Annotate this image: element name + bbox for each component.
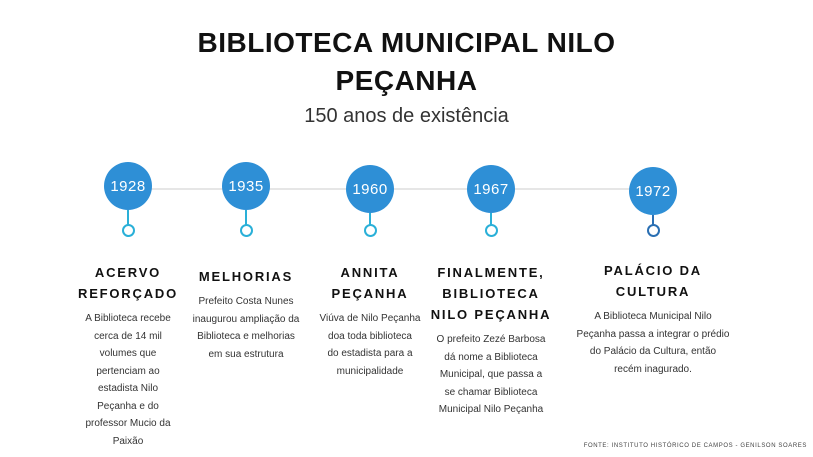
- event-1928: [66, 262, 190, 450]
- timeline-stem: [245, 210, 247, 225]
- event-1960: [308, 262, 432, 380]
- year-circle-1928: [104, 162, 152, 210]
- source-credit: FONTE: INSTITUTO HISTÓRICO DE CAMPOS - GENILSON SOARES: [583, 443, 807, 449]
- event-1967: [421, 262, 561, 419]
- event-description: A Biblioteca Municipal Nilo Peçanha passa a integrar o prédio do Palácio da Cultura, então recém inagurado.: [576, 311, 730, 375]
- event-title: FINALMENTE, BIBLIOTECA NILO PEÇANHA: [430, 265, 552, 322]
- year-label: 1960: [352, 180, 388, 198]
- year-circle-1967: [467, 165, 515, 213]
- event-1935: [176, 266, 316, 363]
- event-title: ACERVO REFORÇADO: [78, 265, 178, 301]
- event-description: A Biblioteca recebe cerca de 14 mil volumes que pertenciam ao estadista Nilo Peçanha e do professor Mucio da Paixão: [85, 313, 171, 447]
- year-circle-1972: [629, 167, 677, 215]
- year-circle-1935: [222, 162, 270, 210]
- page-subtitle: 150 anos de existência: [304, 105, 509, 127]
- event-title: MELHORIAS: [198, 269, 294, 284]
- event-title: ANNITA PEÇANHA: [331, 265, 409, 301]
- year-label: 1967: [473, 180, 509, 198]
- year-label: 1928: [110, 177, 146, 195]
- timeline-dot: [364, 224, 377, 237]
- event-description: Prefeito Costa Nunes inaugurou ampliação da Biblioteca e melhorias em sua estrutura: [192, 296, 300, 360]
- timeline-dot: [647, 224, 660, 237]
- timeline-dot: [240, 224, 253, 237]
- year-label: 1972: [635, 182, 671, 200]
- year-circle-1960: [346, 165, 394, 213]
- timeline-dot: [485, 224, 498, 237]
- title-line-2: PEÇANHA: [335, 65, 478, 96]
- event-description: Viúva de Nilo Peçanha doa toda biblioteca do estadista para a municipalidade: [319, 313, 421, 377]
- title-line-1: BIBLIOTECA MUNICIPAL NILO: [197, 27, 616, 58]
- timeline-stem: [127, 210, 129, 225]
- timeline-dot: [122, 224, 135, 237]
- year-label: 1935: [228, 177, 264, 195]
- page-title: [0, 24, 813, 100]
- event-title: PALÁCIO DA CULTURA: [604, 263, 702, 299]
- event-1972: [563, 260, 743, 378]
- event-description: O prefeito Zezé Barbosa dá nome a Biblioteca Municipal, que passa a se chamar Biblioteca Municipal Nilo Peçanha: [436, 334, 546, 415]
